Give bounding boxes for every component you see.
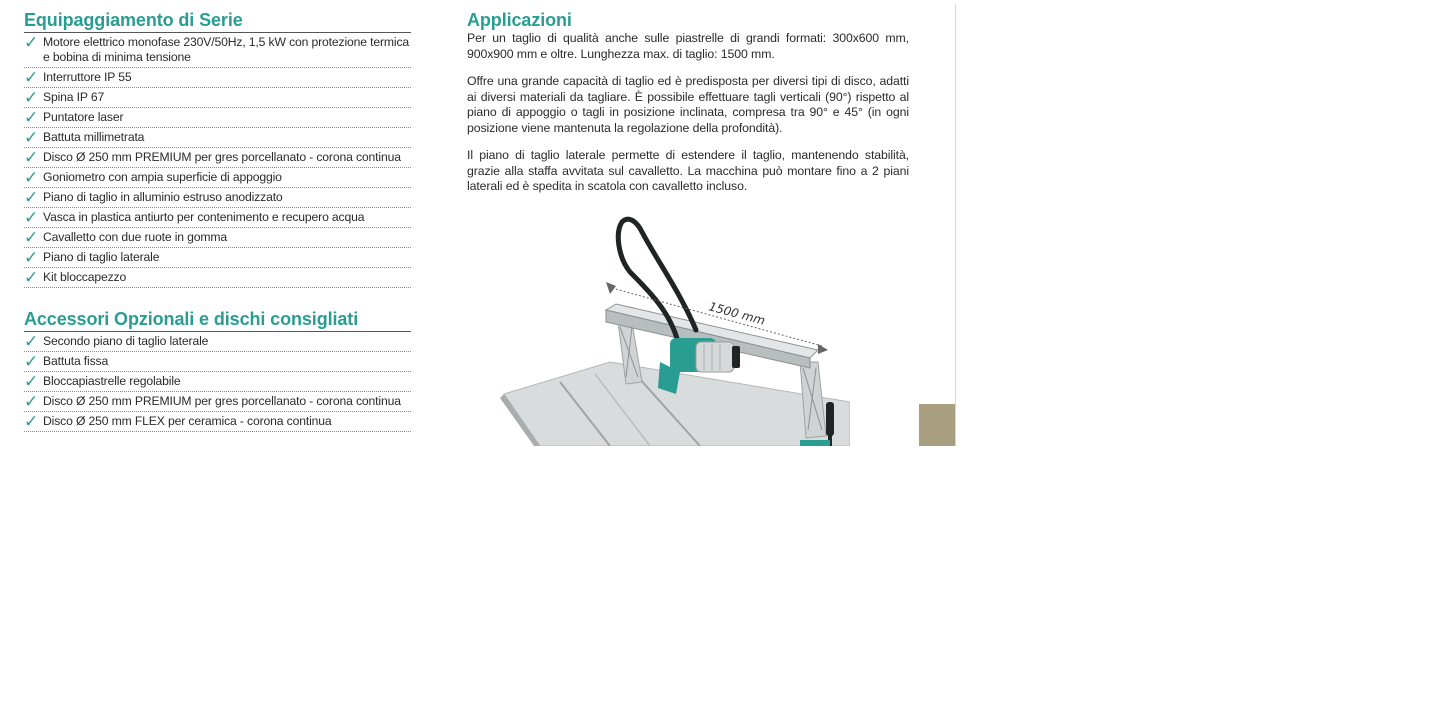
checkmark-icon: ✓ [24, 392, 39, 411]
equipment-title: Equipaggiamento di Serie [24, 9, 411, 33]
list-item [24, 372, 411, 392]
catalog-page [0, 0, 957, 446]
applications-paragraph: Per un taglio di qualità anche sulle piastrelle di grandi formati: 300x600 mm, 900x900 mm e oltre. Lunghezza max. di taglio: 1500 mm. [467, 31, 909, 61]
list-item [24, 412, 411, 432]
checkmark-icon: ✓ [24, 352, 39, 371]
left-column [24, 9, 411, 432]
list-item-text: Piano di taglio laterale [43, 250, 160, 264]
checkmark-icon: ✓ [24, 412, 39, 431]
applications-paragraph: Offre una grande capacità di taglio ed è predisposta per diversi tipi di disco, adatti ai diversi materiali da tagliare. È possibile effettuare tagli verticali (90°) rispetto al piano di appoggio o tagli in posizione inclinata, compresa tra 90° e 45° (in ogni posizione viene mantenuta la regolazione della profondità). [467, 74, 909, 135]
tile-saw-illustration [500, 212, 850, 446]
dimension-label: 1500 mm [707, 299, 767, 328]
list-item-text: Motore elettrico monofase 230V/50Hz, 1,5 kW con protezione termica e bobina di minima tensione [43, 35, 410, 64]
list-item [24, 33, 411, 68]
list-item-text: Goniometro con ampia superficie di appoggio [43, 170, 282, 184]
list-item [24, 88, 411, 108]
list-item [24, 188, 411, 208]
dimension-arrowhead [818, 344, 828, 354]
list-item [24, 352, 411, 372]
list-item [24, 332, 411, 352]
list-item-text: Disco Ø 250 mm PREMIUM per gres porcellanato - corona continua [43, 150, 401, 164]
list-item-text: Cavalletto con due ruote in gomma [43, 230, 228, 244]
dimension-arrowhead [606, 282, 616, 294]
list-item [24, 168, 411, 188]
list-item [24, 248, 411, 268]
accessories-title: Accessori Opzionali e dischi consigliati [24, 308, 411, 332]
checkmark-icon: ✓ [24, 268, 39, 287]
equipment-list [24, 33, 411, 288]
list-item [24, 148, 411, 168]
list-item-text: Piano di taglio in alluminio estruso anodizzato [43, 190, 283, 204]
list-item [24, 208, 411, 228]
checkmark-icon: ✓ [24, 188, 39, 207]
list-item [24, 68, 411, 88]
checkmark-icon: ✓ [24, 248, 39, 267]
page-edge-line [955, 4, 956, 446]
list-item [24, 128, 411, 148]
checkmark-icon: ✓ [24, 128, 39, 147]
checkmark-icon: ✓ [24, 68, 39, 87]
motor-body [696, 342, 734, 372]
motor-cap [732, 346, 740, 368]
list-item-text: Battuta fissa [43, 354, 109, 368]
checkmark-icon: ✓ [24, 108, 39, 127]
checkmark-icon: ✓ [24, 168, 39, 187]
list-item-text: Spina IP 67 [43, 90, 105, 104]
list-item [24, 392, 411, 412]
list-item-text: Bloccapiastrelle regolabile [43, 374, 181, 388]
applications-paragraph: Il piano di taglio laterale permette di estendere il taglio, mantenendo stabilità, grazie alla staffa avvitata sul cavalletto. La macchina può montare fino a 2 piani laterali ed è spedita in scatola con cavalletto incluso. [467, 148, 909, 193]
right-column [467, 9, 909, 207]
list-item [24, 268, 411, 288]
list-item-text: Battuta millimetrata [43, 130, 145, 144]
checkmark-icon: ✓ [24, 332, 39, 351]
list-item-text: Kit bloccapezzo [43, 270, 127, 284]
checkmark-icon: ✓ [24, 88, 39, 107]
checkmark-icon: ✓ [24, 372, 39, 391]
list-item-text: Disco Ø 250 mm PREMIUM per gres porcellanato - corona continua [43, 394, 401, 408]
list-item-text: Vasca in plastica antiurto per contenimento e recupero acqua [43, 210, 365, 224]
list-item-text: Interruttore IP 55 [43, 70, 132, 84]
checkmark-icon: ✓ [24, 208, 39, 227]
checkmark-icon: ✓ [24, 228, 39, 247]
list-item [24, 228, 411, 248]
list-item-text: Puntatore laser [43, 110, 124, 124]
checkmark-icon: ✓ [24, 148, 39, 167]
water-tray [800, 440, 830, 446]
list-item-text: Disco Ø 250 mm FLEX per ceramica - corona continua [43, 414, 332, 428]
list-item [24, 108, 411, 128]
list-item-text: Secondo piano di taglio laterale [43, 334, 209, 348]
checkmark-icon: ✓ [24, 33, 39, 52]
page-tab-marker [919, 404, 956, 446]
applications-title: Applicazioni [467, 10, 572, 30]
accessories-list [24, 332, 411, 432]
